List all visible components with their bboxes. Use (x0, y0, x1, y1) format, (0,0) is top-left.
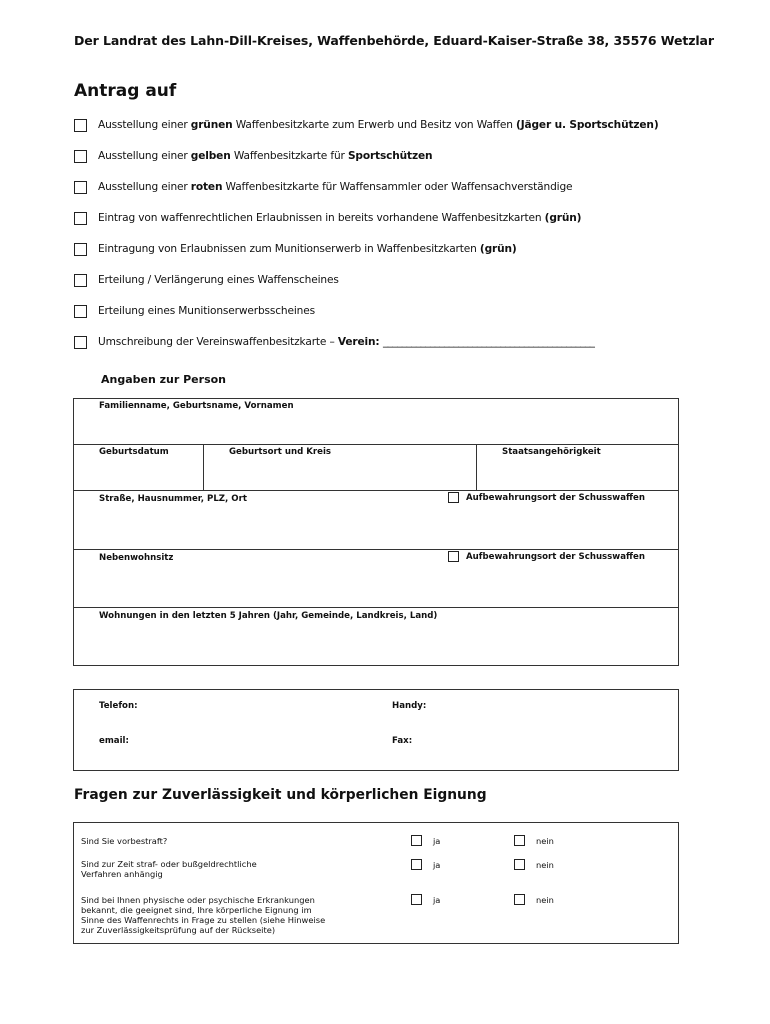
answer-no[interactable]: nein (514, 894, 554, 905)
option-entry-permits[interactable] (74, 210, 581, 226)
answer-yes[interactable]: ja (411, 894, 440, 905)
form-title: Antrag auf (74, 81, 177, 101)
checkbox[interactable] (74, 181, 87, 194)
answer-no[interactable]: nein (514, 835, 554, 846)
option-label: Erteilung / Verlängerung eines Waffenscheines (98, 274, 339, 286)
option-yellow-card[interactable] (74, 148, 432, 164)
checkbox[interactable] (448, 492, 459, 503)
option-red-card[interactable] (74, 179, 572, 195)
answer-yes[interactable]: ja (411, 859, 440, 870)
mobile-field[interactable]: Handy: (392, 701, 427, 711)
storage-location-secondary[interactable]: Aufbewahrungsort der Schusswaffen (448, 551, 645, 562)
email-field[interactable]: email: (99, 736, 129, 746)
nationality-field[interactable]: Staatsangehörigkeit (502, 447, 601, 457)
checkbox[interactable] (448, 551, 459, 562)
birthdate-field[interactable]: Geburtsdatum (99, 447, 169, 457)
checkbox[interactable] (74, 274, 87, 287)
checkbox[interactable] (411, 859, 422, 870)
checkbox[interactable] (74, 150, 87, 163)
checkbox[interactable] (411, 894, 422, 905)
contact-table (73, 689, 679, 771)
name-field[interactable]: Familienname, Geburtsname, Vornamen (99, 401, 294, 411)
residence-history-field[interactable]: Wohnungen in den letzten 5 Jahren (Jahr, Gemeinde, Landkreis, Land) (99, 611, 438, 621)
question-health: Sind bei Ihnen physische oder psychische Erkrankungen bekannt, die geeignet sind, Ihre körperliche Eignung im Sinne des Waffenrechts in Frage zu stellen (siehe Hinweise zur Zuverlässigkeitsprüfung auf der Rückseite) (81, 895, 326, 935)
checkbox[interactable] (74, 336, 87, 349)
checkbox[interactable] (514, 894, 525, 905)
storage-location-primary[interactable]: Aufbewahrungsort der Schusswaffen (448, 492, 645, 503)
option-weapon-license[interactable] (74, 272, 339, 288)
option-label: Ausstellung einer grünen Waffenbesitzkarte zum Erwerb und Besitz von Waffen (Jäger u. Sportschützen) (98, 119, 659, 131)
person-details-table (73, 398, 679, 666)
checkbox[interactable] (514, 835, 525, 846)
phone-field[interactable]: Telefon: (99, 701, 138, 711)
option-ammo-license[interactable] (74, 303, 315, 319)
option-label: Umschreibung der Vereinswaffenbesitzkarte – Verein: _____________________________________________ (98, 336, 595, 348)
club-name-line[interactable]: _____________________________________________ (382, 336, 595, 348)
checkbox[interactable] (74, 212, 87, 225)
option-green-card[interactable] (74, 117, 659, 133)
option-club-transfer[interactable] (74, 334, 594, 350)
option-label: Erteilung eines Munitionserwerbsscheines (98, 305, 315, 317)
checkbox[interactable] (74, 243, 87, 256)
reliability-table (73, 822, 679, 944)
answer-no[interactable]: nein (514, 859, 554, 870)
authority-header: Der Landrat des Lahn-Dill-Kreises, Waffenbehörde, Eduard-Kaiser-Straße 38, 35576 Wetzlar (74, 33, 714, 48)
checkbox[interactable] (411, 835, 422, 846)
option-label: Ausstellung einer roten Waffenbesitzkarte für Waffensammler oder Waffensachverständige (98, 181, 573, 193)
birthplace-field[interactable]: Geburtsort und Kreis (229, 447, 332, 457)
option-label: Ausstellung einer gelben Waffenbesitzkarte für Sportschützen (98, 150, 433, 162)
checkbox[interactable] (74, 119, 87, 132)
checkbox[interactable] (74, 305, 87, 318)
checkbox[interactable] (514, 859, 525, 870)
option-label: Eintrag von waffenrechtlichen Erlaubnissen in bereits vorhandene Waffenbesitzkarten (grün) (98, 212, 582, 224)
reliability-section-title: Fragen zur Zuverlässigkeit und körperlichen Eignung (74, 787, 487, 803)
question-pending-proceedings: Sind zur Zeit straf- oder bußgeldrechtliche Verfahren anhängig (81, 859, 257, 879)
address-field[interactable]: Straße, Hausnummer, PLZ, Ort (99, 494, 247, 504)
secondary-residence-field[interactable]: Nebenwohnsitz (99, 553, 174, 563)
option-ammo-entry[interactable] (74, 241, 517, 257)
question-criminal-record: Sind Sie vorbestraft? (81, 836, 168, 846)
person-section-title: Angaben zur Person (101, 373, 227, 386)
option-label: Eintragung von Erlaubnissen zum Munitionserwerb in Waffenbesitzkarten (grün) (98, 243, 517, 255)
fax-field[interactable]: Fax: (392, 736, 413, 746)
answer-yes[interactable]: ja (411, 835, 440, 846)
